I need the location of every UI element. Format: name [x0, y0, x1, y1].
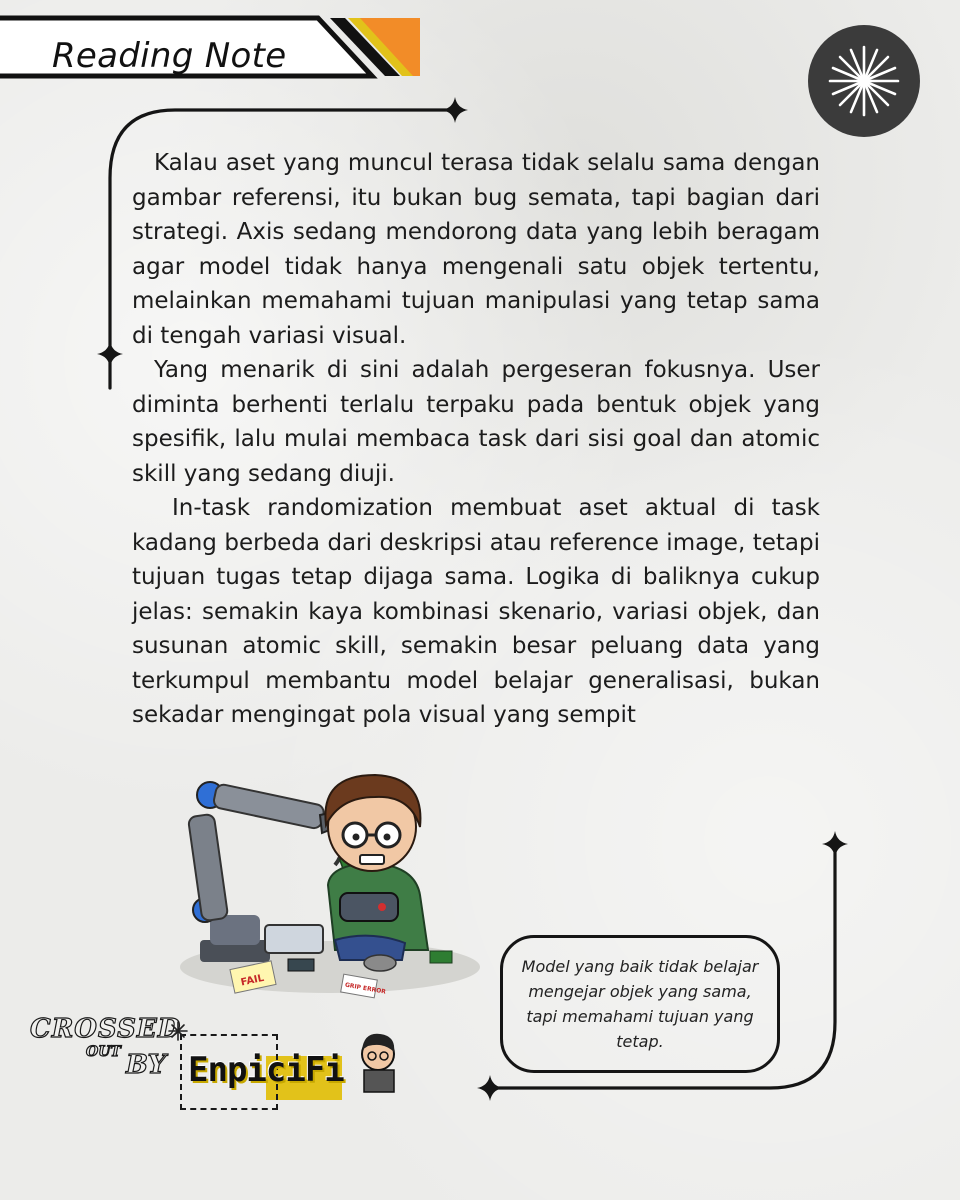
svg-text:GRIP ERROR: GRIP ERROR	[344, 981, 387, 996]
sparkle-star-icon	[169, 1022, 187, 1040]
logo-decoration	[28, 1010, 428, 1120]
quote-box	[500, 935, 780, 1073]
robot-developer-illustration	[170, 755, 490, 1005]
logo-word-out: OUT	[86, 1044, 121, 1060]
brand-name: EnpiciFi	[188, 1050, 344, 1090]
logo-word-by: BY	[126, 1050, 167, 1080]
svg-text:FAIL: FAIL	[239, 972, 266, 989]
paragraph-2: Yang menarik di sini adalah pergeseran fokusnya. User diminta berhenti terlalu terpaku pada bentuk objek yang spesifik, lalu mulai membaca task dari sisi goal dan atomic skill yang sedang diuji.	[132, 357, 820, 487]
paragraph-1: Kalau aset yang muncul terasa tidak selalu sama dengan gambar referensi, itu bukan bug semata, tapi bagian dari strategi. Axis sedang mendorong data yang lebih beragam agar model tidak hanya mengenali satu objek tertentu, melainkan memahami tujuan manipulasi yang tetap sama di tengah variasi visual.	[132, 150, 820, 349]
crossed-out-by-logo	[28, 1010, 428, 1120]
avatar	[362, 1034, 394, 1092]
paragraph-3: In-task randomization membuat aset aktual di task kadang berbeda dari deskripsi atau reference image, tetapi tujuan tugas tetap dijaga sama. Logika di baliknya cukup jelas: semakin kaya kombinasi skenario, variasi objek, dan susunan atomic skill, semakin besar peluang data yang terkumpul membantu model belajar generalisasi, bukan sekadar mengingat pola visual yang sempit	[132, 495, 820, 728]
logo-word-crossed: CROSSED	[30, 1014, 182, 1044]
page-title: Reading Note	[52, 36, 287, 76]
quote-text: Model yang baik tidak belajar mengejar objek yang sama, tapi memahami tujuan yang tetap.	[521, 957, 759, 1051]
article-body	[132, 146, 820, 733]
